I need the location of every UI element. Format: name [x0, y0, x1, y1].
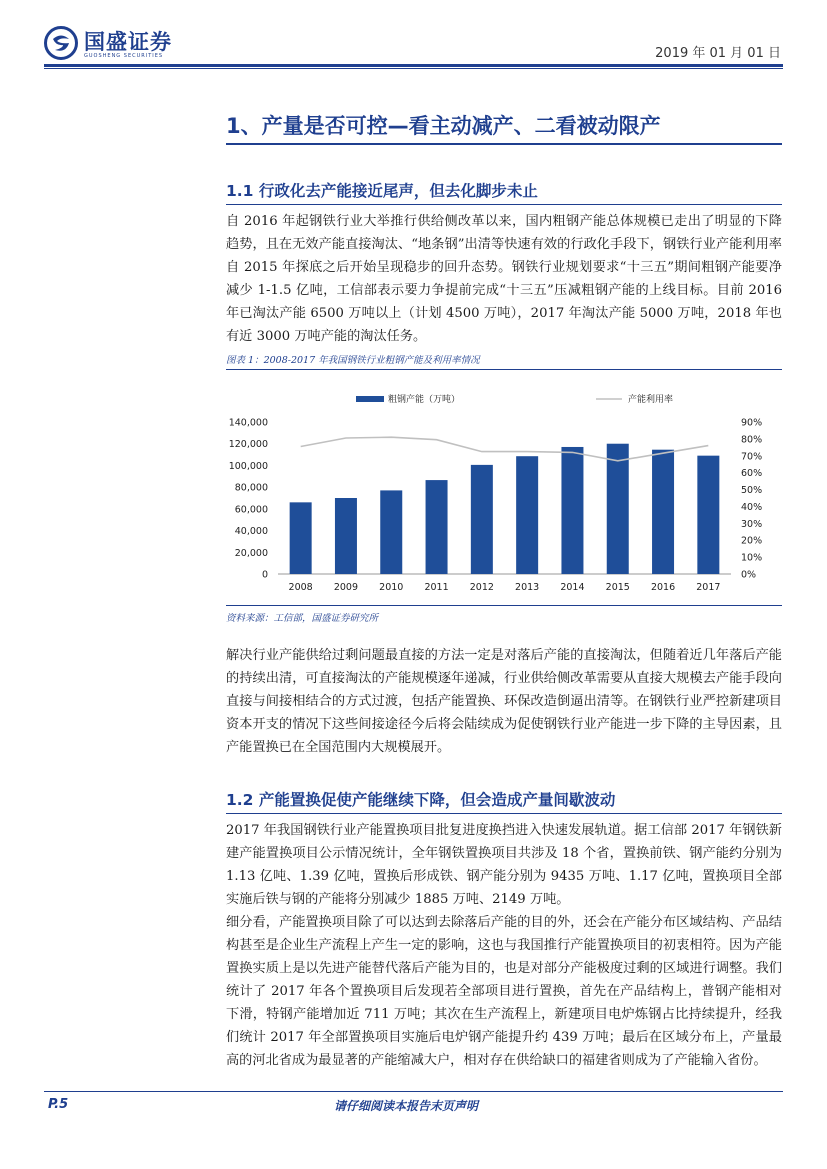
figure-caption: 图表 1：2008-2017 年我国钢铁行业粗钢产能及利用率情况: [226, 355, 480, 366]
left-axis-tick-label: 40,000: [234, 526, 268, 538]
x-axis-tick-label: 2015: [605, 582, 630, 593]
legend-swatch-capacity: [356, 396, 384, 402]
x-axis-tick-label: 2008: [288, 582, 313, 593]
bar-capacity-2012: [471, 465, 493, 574]
figure-bottom-rule: [226, 605, 782, 606]
right-axis-tick-label: 80%: [741, 434, 763, 446]
x-axis-tick-label: 2016: [650, 582, 676, 593]
left-axis-tick-label: 80,000: [234, 482, 268, 494]
left-axis-tick-label: 140,000: [228, 417, 268, 429]
bar-capacity-2009: [335, 498, 357, 574]
header-rule: [44, 64, 783, 67]
bar-capacity-2013: [516, 456, 538, 574]
capacity-chart: [226, 372, 782, 604]
section-1-2-paragraph-2: 细分看，产能置换项目除了可以达到去除落后产能的目的外，还会在产能分布区域结构、产品结构甚至是企业生产流程上产生一定的影响，这也与我国推行产能置换项目的初衷相符。因为产能置换实质上是以先进产能替代落后产能为目的，也是对部分产能极度过剩的区域进行调整。我们统计了 2017 年各个置换项目后发现若全部项目进行置换，首先在产品结构上，普钢产能相对下滑，特钢产能增加近 711 万吨；其次在生产流程上，新建项目电炉炼钢占比持续提升，经我们统计 2017 年全部置换项目实施后电炉钢产能提升约 439 万吨；最后在区域分布上，产量最高的河北省成为最显著的产能缩减大户，相对存在供给缺口的福建省则成为了产能输入省份。: [226, 915, 782, 1068]
legend-label-utilization: 产能利用率: [628, 395, 674, 405]
bar-capacity-2010: [380, 490, 402, 574]
bar-capacity-2016: [652, 450, 674, 574]
right-axis-tick-label: 50%: [741, 485, 763, 497]
x-axis-tick-label: 2017: [696, 582, 721, 593]
left-axis-tick-label: 100,000: [228, 460, 268, 472]
right-axis-tick-label: 90%: [741, 417, 763, 429]
chart-legend: [356, 393, 673, 405]
x-axis-tick-label: 2011: [424, 582, 449, 593]
legend-label-capacity: 粗钢产能（万吨）: [388, 395, 461, 405]
section-1-1-paragraph: 自 2016 年起钢铁行业大举推行供给侧改革以来，国内粗钢产能总体规模已走出了明显的下降趋势，且在无效产能直接淘汰、“地条钢”出清等快速有效的行政化手段下，钢铁行业产能利用率自 2015 年探底之后开始呈现稳步的回升态势。钢铁行业规划要求“十三五”期间粗钢产能要净减少 1-1.5 亿吨，工信部表示要力争提前完成“十三五”压减粗钢产能的上线目标。目前 2016 年已淘汰产能 6500 万吨以上（计划 4500 万吨），2017 年淘汰产能 5000 万吨，2018 年也有近 3000 万吨产能的淘汰任务。: [226, 214, 782, 344]
right-axis-tick-label: 20%: [741, 535, 763, 547]
right-axis-tick-label: 70%: [741, 451, 763, 463]
figure-top-rule: [226, 369, 782, 370]
company-logo-text: 国盛证券: [84, 30, 172, 54]
section-1-heading: 1、产量是否可控—看主动减产、二看被动限产: [226, 114, 661, 138]
left-axis-tick-label: 120,000: [228, 439, 268, 451]
right-axis-tick-label: 30%: [741, 518, 763, 530]
footer-rule: [44, 1091, 783, 1092]
right-axis-tick-label: 0%: [741, 569, 757, 581]
bar-capacity-2014: [561, 447, 583, 574]
right-axis-tick-label: 40%: [741, 501, 763, 513]
bar-capacity-2017: [697, 456, 719, 574]
paragraph-after-chart: 解决行业产能供给过剩问题最直接的方法一定是对落后产能的直接淘汰，但随着近几年落后产能的持续出清，可直接淘汰的产能规模逐年递减，行业供给侧改革需要从直接大规模去产能手段向直接与间接相结合的方式过渡，包括产能置换、环保改造倒逼出清等。在钢铁行业严控新建项目资本开支的情况下这些间接途径今后将会陆续成为促使钢铁行业产能进一步下降的主导因素，且产能置换已在全国范围内大规模展开。: [226, 648, 782, 755]
bar-capacity-2011: [426, 480, 448, 574]
section-1-1-rule: [226, 204, 782, 205]
bar-capacity-2008: [290, 502, 312, 574]
x-axis-tick-label: 2014: [560, 582, 585, 593]
left-axis-tick-label: 0: [261, 569, 268, 581]
line-utilization-rate: [301, 437, 709, 461]
footer-disclaimer: 请仔细阅读本报告末页声明: [334, 1099, 479, 1113]
chart-plot-area: [229, 418, 762, 594]
x-axis-tick-label: 2013: [515, 582, 540, 593]
section-1-rule: [226, 143, 782, 145]
x-axis-tick-label: 2012: [469, 582, 494, 593]
left-axis-tick-label: 20,000: [234, 547, 268, 559]
x-axis-tick-label: 2009: [333, 582, 359, 593]
section-1-1-heading: 1.1 行政化去产能接近尾声，但去化脚步未止: [226, 182, 538, 200]
page-number: P.5: [48, 1097, 69, 1112]
section-1-2-rule: [226, 813, 782, 814]
right-axis-tick-label: 60%: [741, 468, 763, 480]
right-axis-tick-label: 10%: [741, 552, 763, 564]
figure-source: 资料来源：工信部，国盛证券研究所: [226, 613, 379, 624]
left-axis-tick-label: 60,000: [234, 504, 268, 516]
header-rule-thin: [44, 68, 783, 69]
section-1-2-heading: 1.2 产能置换促使产能继续下降，但会造成产量间歇波动: [226, 791, 616, 809]
company-logo-icon: [44, 26, 78, 60]
section-1-2-paragraph-1: 2017 年我国钢铁行业产能置换项目批复进度换挡进入快速发展轨道。据工信部 2017 年钢铁新建产能置换项目公示情况统计，全年钢铁置换项目共涉及 18 个省，置换前铁、钢产能约分别为 1.13 亿吨、1.39 亿吨，置换后形成铁、钢产能分别为 9435 万吨、1.17 亿吨，置换项目全部实施后铁与钢的产能将分别减少 1885 万吨、2149 万吨。: [226, 823, 782, 907]
report-date: 2019 年 01 月 01 日: [655, 46, 781, 61]
bar-capacity-2015: [607, 444, 629, 574]
x-axis-tick-label: 2010: [379, 582, 404, 593]
company-logo-subtext: GUOSHENG SECURITIES: [84, 53, 164, 59]
